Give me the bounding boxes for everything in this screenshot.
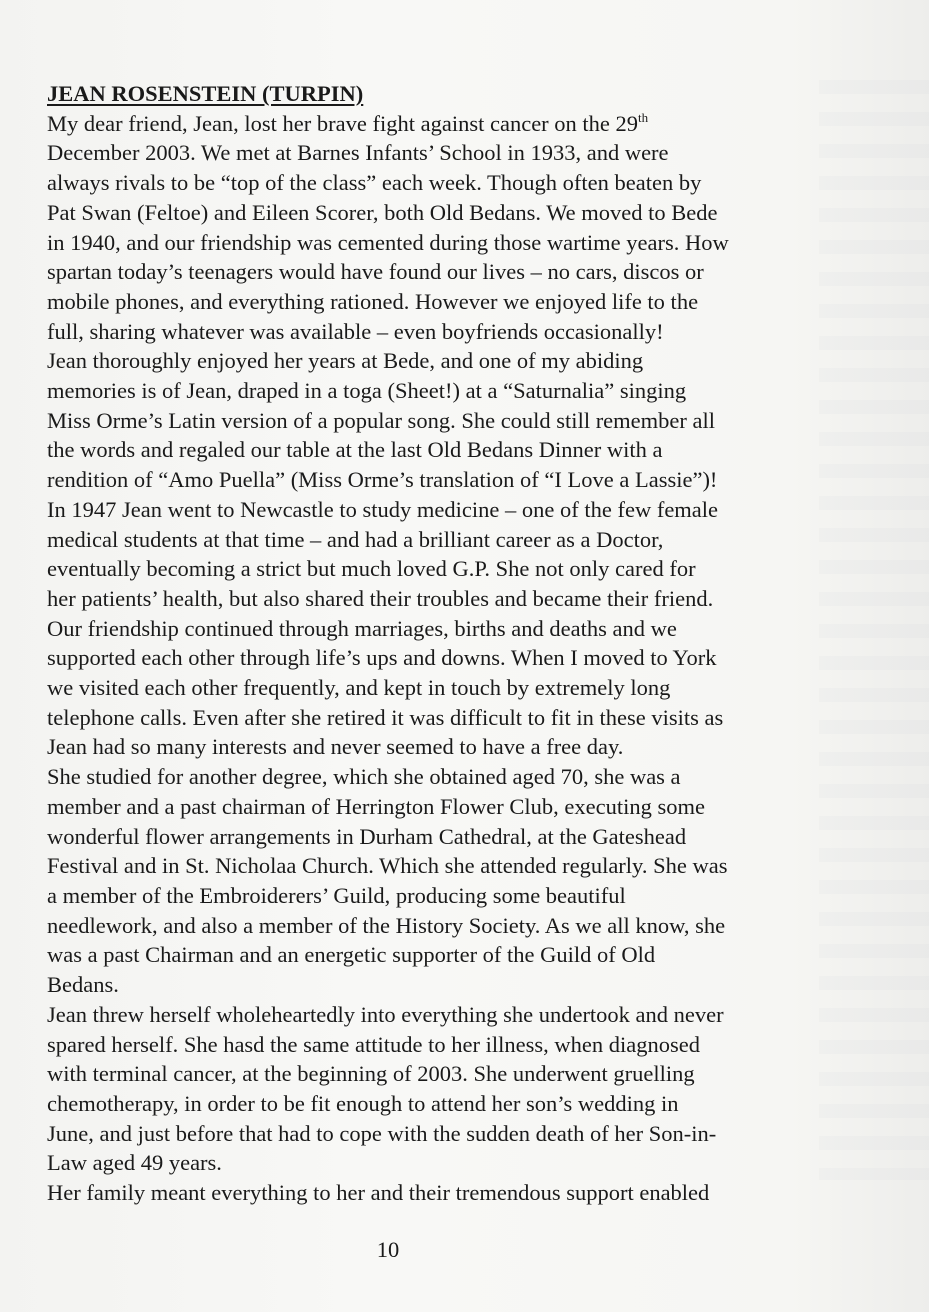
text-line: member and a past chairman of Herrington Flower Club, executing some	[47, 793, 705, 819]
ordinal-superscript: th	[638, 109, 649, 125]
text-line: rendition of “Amo Puella” (Miss Orme’s translation of “I Love a Lassie”)!	[47, 467, 718, 493]
article-body	[47, 79, 887, 1208]
text-line: full, sharing whatever was available – even boyfriends occasionally!	[47, 318, 664, 344]
text-line: spartan today’s teenagers would have found our lives – no cars, discos or	[47, 259, 704, 285]
text-line: memories is of Jean, draped in a toga (Sheet!) at a “Saturnalia” singing	[47, 378, 687, 404]
text-line: Miss Orme’s Latin version of a popular song. She could still remember all	[47, 407, 716, 433]
text-line: Bedans.	[47, 972, 119, 998]
text-line: in 1940, and our friendship was cemented during those wartime years. How	[47, 229, 729, 255]
text-line: Jean had so many interests and never seemed to have a free day.	[47, 734, 624, 760]
text-line: Jean threw herself wholeheartedly into everything she undertook and never	[47, 1001, 724, 1027]
text-line: Pat Swan (Feltoe) and Eileen Scorer, both Old Bedans. We moved to Bede	[47, 199, 718, 225]
text-line: Festival and in St. Nicholaa Church. Which she attended regularly. She was	[47, 853, 728, 879]
text-line: In 1947 Jean went to Newcastle to study medicine – one of the few female	[47, 496, 719, 522]
text-line: the words and regaled our table at the last Old Bedans Dinner with a	[47, 437, 663, 463]
first-line-text: My dear friend, Jean, lost her brave fight against cancer on the 29	[47, 110, 639, 136]
text-line: December 2003. We met at Barnes Infants’ School in 1933, and were	[47, 140, 669, 166]
text-line: mobile phones, and everything rationed. However we enjoyed life to the	[47, 288, 699, 314]
text-line: Her family meant everything to her and their tremendous support enabled	[47, 1180, 710, 1206]
article-title: JEAN ROSENSTEIN (TURPIN)	[47, 81, 364, 106]
text-line: we visited each other frequently, and kept in touch by extremely long	[47, 675, 671, 701]
text-line: She studied for another degree, which she obtained aged 70, she was a	[47, 764, 681, 790]
text-line: June, and just before that had to cope with the sudden death of her Son-in-	[47, 1120, 717, 1146]
text-line: chemotherapy, in order to be fit enough to attend her son’s wedding in	[47, 1090, 679, 1116]
text-line: was a past Chairman and an energetic supporter of the Guild of Old	[47, 942, 656, 968]
text-line: eventually becoming a strict but much loved G.P. She not only cared for	[47, 556, 696, 582]
text-line: Our friendship continued through marriages, births and deaths and we	[47, 615, 677, 641]
text-line: Law aged 49 years.	[47, 1150, 222, 1176]
text-line: a member of the Embroiderers’ Guild, producing some beautiful	[47, 882, 626, 908]
text-line: always rivals to be “top of the class” each week. Though often beaten by	[47, 170, 702, 196]
text-line: supported each other through life’s ups and downs. When I moved to York	[47, 645, 717, 671]
text-line: wonderful flower arrangements in Durham Cathedral, at the Gateshead	[47, 823, 687, 849]
text-line: medical students at that time – and had a brilliant career as a Doctor,	[47, 526, 664, 552]
text-line: spared herself. She hasd the same attitude to her illness, when diagnosed	[47, 1031, 700, 1057]
text-line: her patients’ health, but also shared their troubles and became their friend.	[47, 585, 714, 611]
text-line: telephone calls. Even after she retired it was difficult to fit in these visits as	[47, 704, 724, 730]
text-line: Jean thoroughly enjoyed her years at Bede, and one of my abiding	[47, 348, 644, 374]
text-line-first	[47, 109, 887, 139]
text-line: needlework, and also a member of the History Society. As we all know, she	[47, 912, 726, 938]
text-line: with terminal cancer, at the beginning of 2003. She underwent gruelling	[47, 1061, 695, 1087]
page-number: 10	[376, 1237, 400, 1262]
